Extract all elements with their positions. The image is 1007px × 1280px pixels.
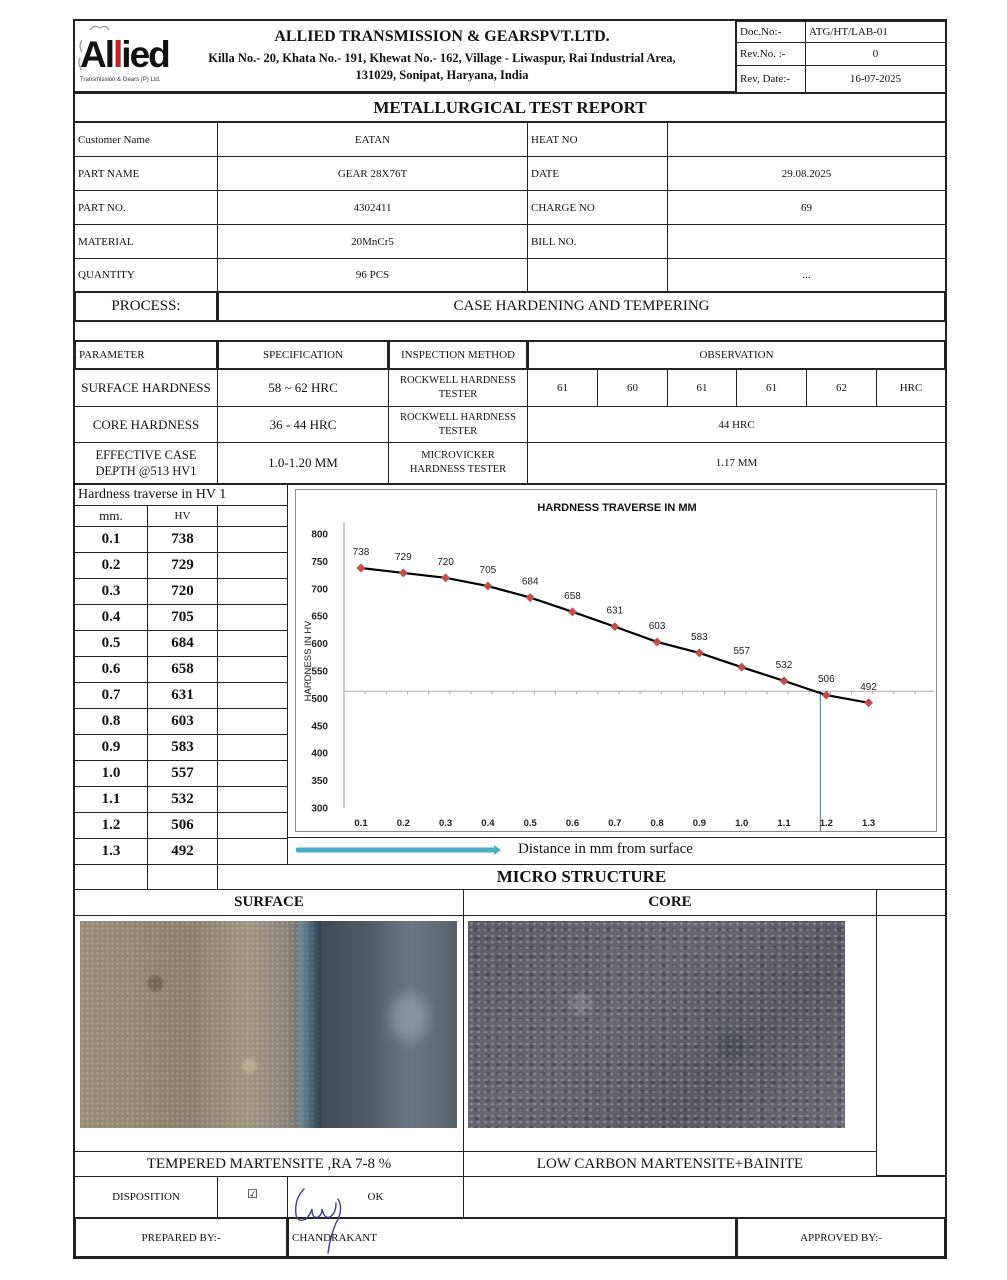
data-label: 720 xyxy=(437,556,454,568)
quantity-value: 96 PCS xyxy=(217,258,528,292)
method-line2: TESTER xyxy=(438,389,478,400)
customer-value: EATAN xyxy=(217,122,528,157)
blank-label xyxy=(527,258,668,292)
x-tick-label: 0.1 xyxy=(354,818,368,829)
data-point-marker xyxy=(399,568,408,577)
heat-no-value xyxy=(667,122,946,157)
surface-hardness-method xyxy=(388,369,528,407)
x-tick-label: 0.3 xyxy=(438,818,453,829)
x-tick-label: 0.4 xyxy=(481,818,495,829)
disposition-blank xyxy=(463,1176,946,1218)
traverse-mm-cell: 1.1 xyxy=(74,786,148,813)
traverse-empty-cell xyxy=(147,864,218,890)
data-point-marker xyxy=(864,698,873,707)
part-name-label: PART NAME xyxy=(74,156,218,191)
method-line1: ROCKWELL HARDNESS xyxy=(400,411,516,423)
heat-no-label: HEAT NO xyxy=(527,122,668,157)
traverse-col-mm: mm. xyxy=(74,505,148,527)
prepared-by-name: CHANDRAKANT xyxy=(287,1217,737,1258)
data-point-marker xyxy=(441,573,450,582)
traverse-mm-cell: 0.5 xyxy=(74,630,148,657)
core-hardness-method xyxy=(388,406,528,443)
part-name-value: GEAR 28X76T xyxy=(217,156,528,191)
data-point-marker xyxy=(737,663,746,672)
chart-frame xyxy=(295,489,937,832)
core-heading: CORE xyxy=(463,889,877,916)
process-value: CASE HARDENING AND TEMPERING xyxy=(217,291,946,322)
traverse-col-hv: HV xyxy=(147,505,218,527)
series-line xyxy=(361,568,869,703)
data-label: 738 xyxy=(352,546,370,558)
data-point-marker xyxy=(568,607,577,616)
traverse-hv-cell: 631 xyxy=(147,682,218,709)
doc-no-label: Doc.No:- xyxy=(736,21,806,43)
customer-label: Customer Name xyxy=(74,122,218,157)
traverse-hv-cell: 729 xyxy=(147,552,218,579)
rev-no-label: Rev.No. :- xyxy=(736,42,806,66)
traverse-mm-cell: 0.6 xyxy=(74,656,148,683)
param-header-method: INSPECTION METHOD xyxy=(388,340,528,370)
surface-obs-4: 61 xyxy=(736,369,807,407)
ecd-label-line2: DEPTH @513 HV1 xyxy=(95,464,197,478)
traverse-hv-cell: 738 xyxy=(147,526,218,553)
company-address-line2: 131029, Sonipat, Haryana, India xyxy=(355,68,529,82)
traverse-blank-cell xyxy=(217,786,288,813)
core-hardness-label: CORE HARDNESS xyxy=(74,406,218,443)
part-no-value: 4302411 xyxy=(217,190,528,225)
data-label: 492 xyxy=(860,681,877,693)
x-tick-label: 1.2 xyxy=(819,818,833,829)
micro-blank-cell xyxy=(876,915,946,1176)
traverse-mm-cell: 1.3 xyxy=(74,838,148,865)
data-point-marker xyxy=(780,676,789,685)
traverse-mm-cell: 0.7 xyxy=(74,682,148,709)
y-axis-title: HARDNESS IN HV xyxy=(303,620,314,702)
traverse-mm-cell: 0.9 xyxy=(74,734,148,761)
data-point-marker xyxy=(653,637,662,646)
data-label: 506 xyxy=(817,674,835,686)
process-label: PROCESS: xyxy=(74,291,218,322)
y-tick-label: 500 xyxy=(311,693,328,705)
data-label: 705 xyxy=(479,565,497,577)
traverse-mm-cell: 0.8 xyxy=(74,708,148,735)
disposition-label: DISPOSITION xyxy=(74,1176,218,1218)
x-tick-label: 0.5 xyxy=(523,818,537,829)
data-label: 603 xyxy=(648,620,666,632)
traverse-hv-cell: 532 xyxy=(147,786,218,813)
data-point-marker xyxy=(357,563,366,572)
traverse-hv-cell: 603 xyxy=(147,708,218,735)
material-value: 20MnCr5 xyxy=(217,224,528,259)
surface-obs-unit: HRC xyxy=(876,369,946,407)
spacer-row xyxy=(74,321,946,341)
data-label: 658 xyxy=(564,590,581,602)
x-tick-label: 1.3 xyxy=(861,818,876,829)
traverse-blank-cell xyxy=(217,708,288,735)
logo-subtitle: Transmission & Gears (P) Ltd. xyxy=(80,77,161,83)
disposition-checkbox[interactable]: ☑ xyxy=(217,1176,288,1218)
distance-label: Distance in mm from surface xyxy=(518,841,693,857)
quantity-label: QUANTITY xyxy=(74,258,218,292)
y-tick-label: 350 xyxy=(311,776,328,788)
report-title: METALLURGICAL TEST REPORT xyxy=(73,92,947,123)
material-label: MATERIAL xyxy=(74,224,218,259)
core-hardness-spec: 36 - 44 HRC xyxy=(217,406,389,443)
param-header-observation: OBSERVATION xyxy=(527,340,946,370)
traverse-col-blank xyxy=(217,505,288,527)
traverse-hv-cell: 492 xyxy=(147,838,218,865)
bill-no-label: BILL NO. xyxy=(527,224,668,259)
surface-description: TEMPERED MARTENSITE ,RA 7-8 % xyxy=(74,1151,464,1177)
data-label: 631 xyxy=(606,605,624,617)
hardness-chart xyxy=(296,490,938,833)
rev-date-label: Rev, Date:- xyxy=(736,65,806,93)
signature-icon xyxy=(290,1185,360,1255)
x-tick-label: 1.1 xyxy=(777,818,791,829)
part-no-label: PART NO. xyxy=(74,190,218,225)
traverse-blank-cell xyxy=(217,552,288,579)
x-tick-label: 0.9 xyxy=(692,818,707,829)
surface-obs-3: 61 xyxy=(667,369,737,407)
company-address-line1: Killa No.- 20, Khata No.- 191, Khewat No.- 162, Village - Liwaspur, Rai Industrial Area, xyxy=(208,51,676,65)
bill-no-value xyxy=(667,224,946,259)
data-label: 557 xyxy=(733,646,751,658)
param-header-parameter: PARAMETER xyxy=(74,340,218,370)
ecd-observation: 1.17 MM xyxy=(527,442,946,484)
traverse-empty-cell xyxy=(74,864,148,890)
approved-by-label: APPROVED BY:- xyxy=(736,1217,946,1258)
extra-value: ... xyxy=(667,258,946,292)
x-tick-label: 1.0 xyxy=(735,818,749,829)
y-tick-label: 550 xyxy=(311,666,328,678)
traverse-hv-cell: 684 xyxy=(147,630,218,657)
rev-no-value: 0 xyxy=(805,42,946,66)
company-name: ALLIED TRANSMISSION & GEARSPVT.LTD. xyxy=(274,28,610,45)
micro-structure-title: MICRO STRUCTURE xyxy=(217,864,946,890)
traverse-blank-cell xyxy=(217,682,288,709)
traverse-blank-cell xyxy=(217,838,288,865)
ecd-label-line1: EFFECTIVE CASE xyxy=(95,448,197,462)
traverse-blank-cell xyxy=(217,812,288,839)
traverse-blank-cell xyxy=(217,734,288,761)
traverse-blank-cell xyxy=(217,578,288,605)
y-tick-label: 300 xyxy=(311,803,328,815)
x-tick-label: 0.8 xyxy=(650,818,664,829)
surface-obs-1: 61 xyxy=(527,369,598,407)
traverse-mm-cell: 0.1 xyxy=(74,526,148,553)
surface-heading: SURFACE xyxy=(74,889,464,916)
x-tick-label: 0.6 xyxy=(565,818,580,829)
method-line1: ROCKWELL HARDNESS xyxy=(400,375,516,386)
method-line1: MICROVICKER xyxy=(421,450,495,461)
surface-microstructure-image xyxy=(80,921,457,1128)
doc-no-value: ATG/HT/LAB-01 xyxy=(805,21,946,43)
rev-date-value: 16-07-2025 xyxy=(805,65,946,93)
traverse-mm-cell: 1.2 xyxy=(74,812,148,839)
traverse-blank-cell xyxy=(217,656,288,683)
charge-no-value: 69 xyxy=(667,190,946,225)
x-tick-label: 0.7 xyxy=(608,818,622,829)
date-label: DATE xyxy=(527,156,668,191)
core-microstructure-image xyxy=(468,921,845,1128)
surface-obs-2: 60 xyxy=(597,369,668,407)
disposition-value: OK xyxy=(287,1176,464,1218)
charge-no-label: CHARGE NO xyxy=(527,190,668,225)
traverse-hv-cell: 506 xyxy=(147,812,218,839)
y-tick-label: 700 xyxy=(311,584,328,596)
data-label: 684 xyxy=(521,576,539,588)
traverse-blank-cell xyxy=(217,630,288,657)
traverse-mm-cell: 0.4 xyxy=(74,604,148,631)
traverse-hv-cell: 557 xyxy=(147,760,218,787)
micro-blank-cell xyxy=(876,889,946,916)
y-tick-label: 650 xyxy=(311,611,328,623)
logo-wordmark: Allied xyxy=(80,34,169,75)
data-label: 532 xyxy=(775,659,793,671)
chart-title: HARDNESS TRAVERSE IN MM xyxy=(537,502,697,514)
surface-hardness-spec: 58 ~ 62 HRC xyxy=(217,369,389,407)
y-tick-label: 400 xyxy=(311,748,328,760)
param-header-specification: SPECIFICATION xyxy=(217,340,389,370)
data-point-marker xyxy=(483,582,492,591)
traverse-blank-cell xyxy=(217,526,288,553)
traverse-blank-cell xyxy=(217,604,288,631)
data-label: 729 xyxy=(394,551,412,563)
data-label: 583 xyxy=(691,631,708,643)
data-point-marker xyxy=(526,593,535,602)
traverse-hv-cell: 583 xyxy=(147,734,218,761)
traverse-hv-cell: 705 xyxy=(147,604,218,631)
traverse-mm-cell: 0.2 xyxy=(74,552,148,579)
y-tick-label: 800 xyxy=(311,529,328,541)
traverse-blank-cell xyxy=(217,760,288,787)
data-point-marker xyxy=(610,622,619,631)
prepared-by-label: PREPARED BY:- xyxy=(74,1217,288,1258)
y-tick-label: 600 xyxy=(311,639,328,651)
ecd-method xyxy=(388,442,528,484)
method-line2: HARDNESS TESTER xyxy=(409,464,507,475)
arrow-right-icon xyxy=(296,843,506,857)
date-value: 29.08.2025 xyxy=(667,156,946,191)
traverse-hv-cell: 720 xyxy=(147,578,218,605)
ecd-label xyxy=(74,442,218,484)
surface-obs-5: 62 xyxy=(806,369,877,407)
data-point-marker xyxy=(695,648,704,657)
y-tick-label: 750 xyxy=(311,556,328,568)
method-line2: TESTER xyxy=(438,425,478,437)
data-point-marker xyxy=(822,691,831,700)
y-tick-label: 450 xyxy=(311,721,328,733)
traverse-hv-cell: 658 xyxy=(147,656,218,683)
ecd-spec: 1.0-1.20 MM xyxy=(217,442,389,484)
core-description: LOW CARBON MARTENSITE+BAINITE xyxy=(463,1151,877,1177)
surface-hardness-label: SURFACE HARDNESS xyxy=(74,369,218,407)
traverse-mm-cell: 1.0 xyxy=(74,760,148,787)
core-hardness-observation: 44 HRC xyxy=(527,406,946,443)
traverse-title: Hardness traverse in HV 1 xyxy=(74,484,288,506)
x-tick-label: 0.2 xyxy=(396,818,410,829)
traverse-mm-cell: 0.3 xyxy=(74,578,148,605)
